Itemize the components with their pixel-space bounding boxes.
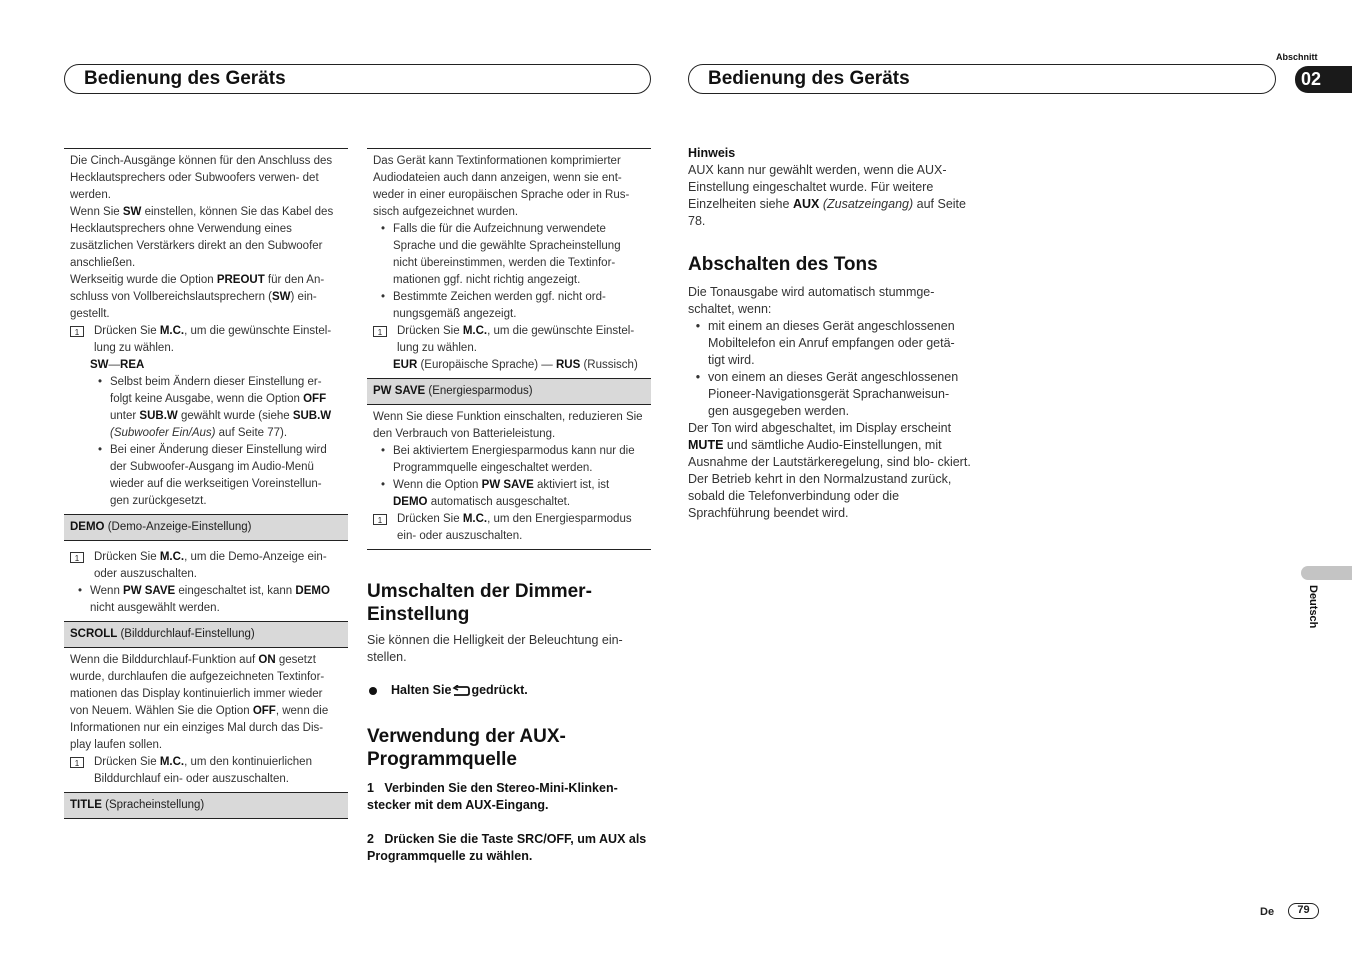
list-item: • Bei aktiviertem Energiesparmodus kann nur die Programmquelle eingeschaltet werden. bbox=[380, 445, 635, 474]
list-item: • von einem an dieses Gerät angeschlossenen Pioneer-Navigationsgerät Sprachanweisun- gen ausgegeben werden. bbox=[695, 370, 959, 418]
paragraph: Wenn Sie SW einstellen, können Sie das Kabel des Hecklautsprechers ohne Verwendung eines zusätzlichen Verstärkers direkt an den Subwoofer anschließen. bbox=[70, 206, 334, 269]
paragraph: Wenn Sie diese Funktion einschalten, reduzieren Sie den Verbrauch von Batterieleistung. bbox=[373, 411, 643, 440]
aux-heading: Verwendung der AUX- Programmquelle bbox=[367, 726, 566, 770]
note-text: AUX kann nur gewählt werden, wenn die AUX- Einstellung eingeschaltet wurde. Für weitere Einzelheiten siehe AUX (Zusatzeingang) auf Seite 78. bbox=[688, 163, 966, 228]
list-item: • Bei einer Änderung dieser Einstellung wird der Subwoofer-Ausgang im Audio-Menü wieder auf die werkseitigen Voreinstellun- gen zurückgesetzt. bbox=[97, 444, 327, 507]
paragraph: Werkseitig wurde die Option PREOUT für den An- schluss von Vollbereichslautsprechern (SW) ein- gestellt. bbox=[70, 274, 325, 320]
note-title: Hinweis bbox=[688, 146, 736, 160]
aux-step-1: 1 Verbinden Sie den Stereo-Mini-Klinken- stecker mit dem AUX-Eingang. bbox=[367, 781, 618, 812]
list-item: • Falls die für die Aufzeichnung verwendete Sprache und die gewählte Spracheinstellung nicht übereinstimmen, werden die Textinfor- mationen ggf. nicht richtig angezeigt. bbox=[380, 223, 621, 286]
table-body bbox=[64, 149, 348, 514]
language-tab-marker bbox=[1301, 566, 1352, 580]
bullet-dot-icon bbox=[369, 687, 377, 695]
paragraph: Wenn die Bilddurchlauf-Funktion auf ON gesetzt wurde, durchlaufen die aufgezeichneten Textinfor- mationen das Display kontinuierlich immer wieder von Neuem. Wählen Sie die Option OFF, wenn die Informationen nur ein einziges Mal durch das Dis- play laufen sollen. bbox=[70, 654, 329, 751]
language-tab-label: Deutsch bbox=[1307, 585, 1319, 629]
rear-output-table bbox=[64, 148, 348, 819]
list-item: • Wenn die Option PW SAVE aktiviert ist, ist DEMO automatisch ausgeschaltet. bbox=[380, 479, 610, 508]
list-item: • mit einem an dieses Gerät angeschlossenen Mobiltelefon ein Anruf empfangen oder getä- tigt wird. bbox=[695, 319, 955, 367]
column-1 bbox=[64, 148, 348, 819]
step-item: 1 Drücken Sie M.C., um den Energiesparmodus ein- oder auszuschalten. bbox=[373, 511, 645, 545]
page-number: 79 bbox=[1288, 903, 1319, 919]
step-number: 1 bbox=[70, 326, 84, 337]
table-head-scroll: SCROLL (Bilddurchlauf-Einstellung) bbox=[64, 621, 348, 648]
list-item: • Bestimmte Zeichen werden ggf. nicht ord- nungsgemäß angezeigt. bbox=[380, 291, 606, 320]
table-body bbox=[64, 541, 348, 621]
table-body bbox=[64, 648, 348, 792]
section-number-tab: 02 bbox=[1295, 66, 1352, 93]
step-number: 1 bbox=[70, 757, 84, 768]
step-item: 1 Drücken Sie M.C., um die Demo-Anzeige ein- oder auszuschalten. bbox=[70, 549, 342, 583]
paragraph: Die Cinch-Ausgänge können für den Anschluss des Hecklautsprechers oder Subwoofers verwen- det werden. bbox=[70, 155, 333, 201]
table-body bbox=[367, 405, 651, 549]
table-head-title: TITLE (Spracheinstellung) bbox=[64, 792, 348, 818]
step-number: 1 bbox=[373, 326, 387, 337]
dimmer-heading: Umschalten der Dimmer- Einstellung bbox=[367, 581, 592, 625]
paragraph: Die Tonausgabe wird automatisch stummge- schaltet, wenn: bbox=[688, 285, 935, 316]
column-2 bbox=[367, 148, 651, 865]
list-item: • Selbst beim Ändern dieser Einstellung er- folgt keine Ausgabe, wenn die Option OFF unter SUB.W gewählt wurde (siehe SUB.W (Subwoofer Ein/Aus) auf Seite 77). bbox=[97, 376, 332, 439]
step-item: 1 Drücken Sie M.C., um den kontinuierlichen Bilddurchlauf ein- oder auszuschalten. bbox=[70, 754, 342, 788]
paragraph: Der Ton wird abgeschaltet, im Display erscheint MUTE und sämtliche Audio-Einstellungen, mit Ausnahme der Lautstärkeregelung, sind blo- ckiert. Der Betrieb kehrt in den Normalzustand zurück, sobald die Telefonverbindung oder die Sprachführung beendet wird. bbox=[688, 421, 971, 520]
list-item: • Wenn PW SAVE eingeschaltet ist, kann DEMO nicht ausgewählt werden. bbox=[77, 585, 330, 614]
option-list: EUR (Europäische Sprache) — RUS (Russisch) bbox=[393, 359, 638, 371]
step-number: 1 bbox=[70, 552, 84, 563]
paragraph: Das Gerät kann Textinformationen komprimierter Audiodateien auch dann anzeigen, wenn sie ent- weder in einer europäischen Sprache oder in Rus- sisch aufgezeichnet wurden. bbox=[373, 155, 630, 218]
table-head-demo: DEMO (Demo-Anzeige-Einstellung) bbox=[64, 514, 348, 541]
footer-language: De bbox=[1260, 906, 1275, 918]
step-item: 1 Drücken Sie M.C., um die gewünschte Einstel- lung zu wählen. bbox=[373, 323, 645, 357]
table-head-pw-save: PW SAVE (Energiesparmodus) bbox=[367, 378, 651, 405]
step-item: 1 Drücken Sie M.C., um die gewünschte Einstel- lung zu wählen. bbox=[70, 323, 342, 357]
mute-heading: Abschalten des Tons bbox=[688, 254, 878, 275]
dimmer-action: Halten Sie gedrückt. bbox=[367, 682, 651, 699]
aux-step-2: 2 Drücken Sie die Taste SRC/OFF, um AUX als Programmquelle zu wählen. bbox=[367, 832, 647, 863]
language-table bbox=[367, 148, 651, 550]
table-body bbox=[367, 149, 651, 378]
section-label: Abschnitt bbox=[1276, 52, 1318, 62]
column-3 bbox=[688, 145, 972, 522]
section-header-left: Bedienung des Geräts bbox=[64, 64, 651, 94]
step-number: 1 bbox=[373, 514, 387, 525]
return-icon bbox=[452, 685, 470, 697]
paragraph: Sie können die Helligkeit der Beleuchtung ein- stellen. bbox=[367, 633, 623, 664]
section-header-right: Bedienung des Geräts bbox=[688, 64, 1276, 94]
option-list: SW—REA bbox=[90, 359, 145, 371]
